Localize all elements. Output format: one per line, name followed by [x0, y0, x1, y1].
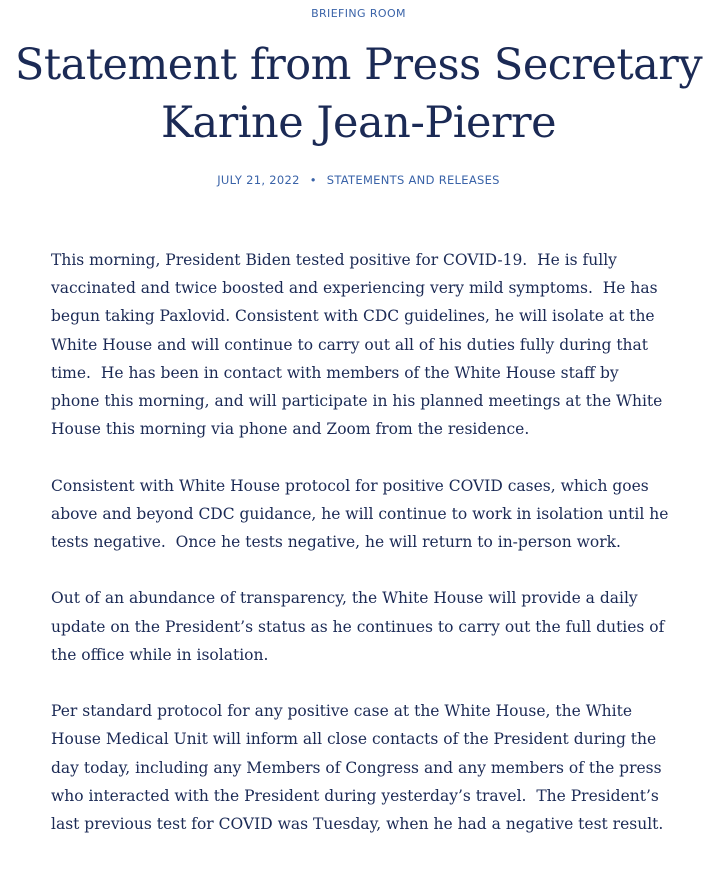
article-paragraph: Consistent with White House protocol for positive COVID cases, which goes above and beyond CDC guidance, he will continue to work in isolation until he tests negative. Once he tests negative, he will return to in-person work.	[51, 476, 674, 552]
article-paragraph: Per standard protocol for any positive case at the White House, the White House Medical Unit will inform all close contacts of the President during the day today, including any Members of Congress and any members of the press who interacted with the President during yesterday’s travel. The President’s last previous test for COVID was Tuesday, when he had a negative test result.	[51, 702, 667, 834]
category-link[interactable]: STATEMENTS AND RELEASES	[326, 173, 500, 187]
article-body	[51, 246, 674, 838]
post-meta	[0, 173, 717, 187]
article-paragraph: Out of an abundance of transparency, the White House will provide a daily update on the President’s status as he continues to carry out the full duties of the office while in isolation.	[51, 589, 670, 664]
post-date: JULY 21, 2022	[217, 173, 300, 187]
briefing-room-link[interactable]: BRIEFING ROOM	[311, 7, 406, 20]
meta-separator: •	[309, 173, 317, 187]
article-paragraph: This morning, President Biden tested positive for COVID-19. He is fully vaccinated and twice boosted and experiencing very mild symptoms. He has begun taking Paxlovid. Consistent with CDC guidelines, he will isolate at the White House and will continue to carry out all of his duties fully during that time. He has been in contact with members of the White House staff by phone this morning, and will participate in his planned meetings at the White House this morning via phone and Zoom from the residence.	[51, 251, 668, 439]
page-title: Statement from Press Secretary Karine Jean-Pierre	[14, 40, 703, 148]
